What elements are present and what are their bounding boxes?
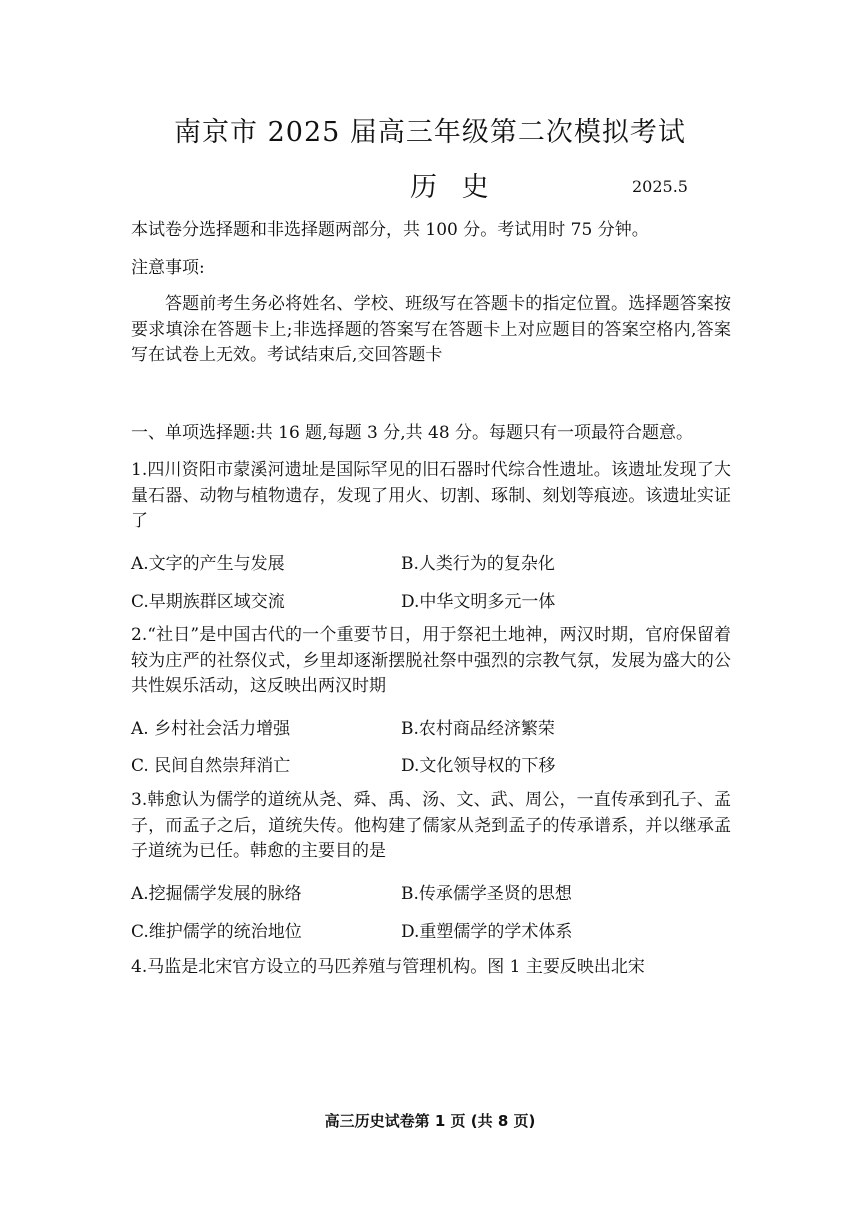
exam-date: 2025.5: [632, 177, 688, 196]
question-3-option-c: C.维护儒学的统治地位: [131, 922, 302, 942]
question-2-stem: 2.“社日”是中国古代的一个重要节日，用于祭祀土地神，两汉时期，官府保留着较为庄严的社祭仪式，乡里却逐渐摆脱社祭中强烈的宗教气氛，发展为盛大的公共性娱乐活动，这反映出两汉时期: [131, 625, 731, 696]
question-4-stem: 4.马监是北宋官方设立的马匹养殖与管理机构。图 1 主要反映出北宋: [131, 957, 645, 977]
notes-heading: 注意事项:: [131, 258, 205, 278]
question-2-option-d: D.文化领导权的下移: [401, 756, 556, 776]
exam-title: 南京市 2025 届高三年级第二次模拟考试: [174, 117, 686, 148]
question-3-option-b: B.传承儒学圣贤的思想: [401, 884, 572, 904]
question-2-option-a: A. 乡村社会活力增强: [131, 719, 291, 739]
question-2-option-b: B.农村商品经济繁荣: [401, 719, 555, 739]
section-heading: 一、单项选择题:共 16 题,每题 3 分,共 48 分。每题只有一项最符合题意。: [131, 423, 694, 443]
question-1-stem: 1.四川资阳市蒙溪河遗址是国际罕见的旧石器时代综合性遗址。该遗址发现了大量石器、动物与植物遗存，发现了用火、切割、琢制、刻划等痕迹。该遗址实证了: [131, 460, 731, 531]
question-3-option-d: D.重塑儒学的学术体系: [401, 922, 573, 942]
intro-line: 本试卷分选择题和非选择题两部分，共 100 分。考试用时 75 分钟。: [131, 220, 649, 240]
question-2-option-c: C. 民间自然崇拜消亡: [131, 756, 291, 776]
page-footer: 高三历史试卷第 1 页 (共 8 页): [324, 1112, 536, 1130]
notes-body: 答题前考生务必将姓名、学校、班级写在答题卡的指定位置。选择题答案按要求填涂在答题卡上;非选择题的答案写在答题卡上对应题目的答案空格内,答案写在试卷上无效。考试结束后,交回答题卡: [131, 294, 731, 365]
question-1-option-a: A.文字的产生与发展: [131, 554, 285, 574]
question-1-option-c: C.早期族群区域交流: [131, 592, 285, 612]
subject-title: 历 史: [410, 172, 497, 203]
question-1-option-b: B.人类行为的复杂化: [401, 554, 555, 574]
question-1-option-d: D.中华文明多元一体: [401, 592, 556, 612]
question-3-stem: 3.韩愈认为儒学的道统从尧、舜、禹、汤、文、武、周公，一直传承到孔子、孟子，而孟子之后，道统失传。他构建了儒家从尧到孟子的传承谱系，并以继承孟子道统为已任。韩愈的主要目的是: [131, 790, 731, 861]
question-3-option-a: A.挖掘儒学发展的脉络: [131, 884, 302, 904]
